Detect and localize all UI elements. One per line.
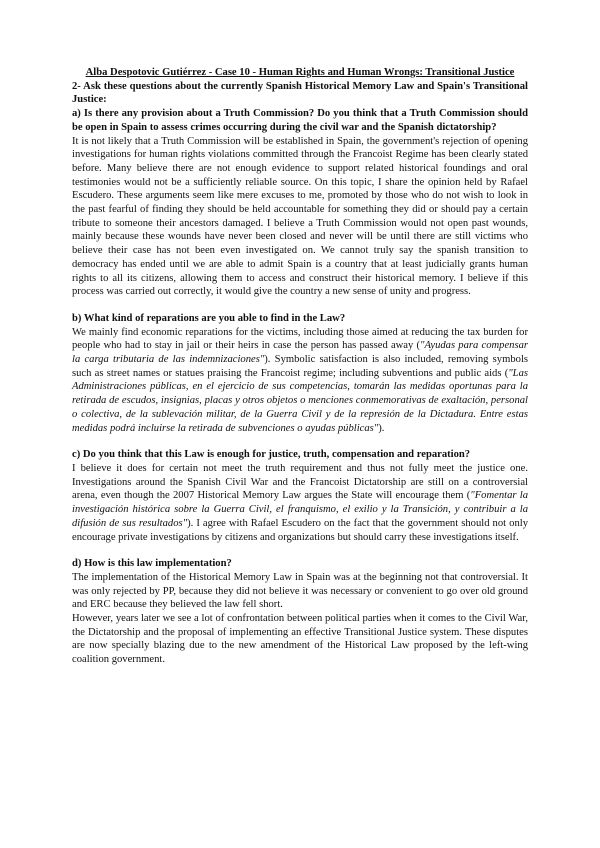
answer-b bbox=[72, 326, 528, 436]
answer-d-paragraph-2: However, years later we see a lot of confrontation between political parties when it comes to the Civil War, the Dictatorship and the proposal of implementing an effective Transitional Justice system. These disputes are now specially blazing due to the new amendment of the Historical Law proposed by the left-wing coalition government. bbox=[72, 613, 528, 666]
answer-c-quote-1: "Fomentar la investigación histórica sobre la Guerra Civil, el franquismo, el exilio y la Transición, y contribuir a la difusión de sus resultados" bbox=[72, 490, 529, 529]
answer-c-text-1: I believe it does for certain not meet the truth requirement and thus not fully meet the justice one. Investigations around the Spanish Civil War and the Francoist Dictatorship are still on a controversial arena, even though the 2007 Historical Memory Law argues the State will encourage them ( bbox=[72, 462, 528, 502]
question-a: a) Is there any provision about a Truth Commission? Do you think that a Truth Commission should be open in Spain to assess crimes occurring during the civil war and the Spanish dictatorship? bbox=[72, 108, 528, 133]
document-page bbox=[72, 66, 528, 667]
question-d: d) How is this law implementation? bbox=[72, 558, 232, 570]
answer-b-text-1: We mainly find economic reparations for the victims, including those aimed at reducing the tax burden for people who had to stay in jail or their heirs in case the person has passed away ( bbox=[72, 326, 528, 352]
answer-b-text-2: ). Symbolic satisfaction is also included, removing symbols such as street names or statues praising the Francoist regime; including subventions and public aids ( bbox=[72, 354, 529, 379]
answer-d-paragraph-1: The implementation of the Historical Memory Law in Spain was at the beginning not that controversial. It was only rejected by PP, because they did not believe it was necessary or convenient to go over old ground and ERC because they believed the law fell short. bbox=[72, 571, 528, 611]
question-b: b) What kind of reparations are you able to find in the Law? bbox=[72, 312, 346, 324]
question-c: c) Do you think that this Law is enough for justice, truth, compensation and reparation? bbox=[72, 449, 471, 461]
answer-b-quote-1: "Ayudas para compensar la carga tributaria de las indemnizaciones" bbox=[72, 340, 528, 366]
answer-c-text-2: ). I agree with Rafael Escudero on the fact that the government should not only encourage private investigations by citizens and organizations but should carry these investigations itself. bbox=[72, 517, 528, 543]
answer-a: It is not likely that a Truth Commission will be established in Spain, the government's rejection of opening investigations for human rights violations committed through the Francoist Regime has been clearly stated before. Many believe there are not enough evidence to support related historical foundings and oral testimonies would not be a sufficiently reliable source. On this topic, I share the opinion held by Rafael Escudero. These arguments seem like mere excuses to me, promoted by those who do not wish to look in the past fearful of finding they should be held accountable for something they did or should pay a certain tribute to someone their ancestors damaged. I believe a Truth Commission would not open past wounds, mainly because these wounds have never been closed and never will be until there are still victims who believe their case has not been even investigated on. We cannot truly say the spanish transition to democracy has ended until we are able to admit Spain is a country that at least judicially grants human rights to all its citizens, allowing them to access and construct their historical memory. I believe if this process was carried out correctly, it would give the country a new sense of unity and progress. bbox=[72, 135, 528, 298]
document-title: Alba Despotovic Gutiérrez - Case 10 - Human Rights and Human Wrongs: Transitional Justice bbox=[85, 67, 515, 78]
answer-b-quote-2: "Las Administraciones públicas, en el ejercicio de sus competencias, tomarán las medidas oportunas para la retirada de escudos, insignias, placas y otros objetos o menciones conmemorativas de exaltación, personal o colectiva, de la sublevación militar, de la Guerra Civil y de la represión de la Dictadura. Entre estas medidas podrá incluirse la retirada de subvenciones o ayudas públicas" bbox=[72, 367, 528, 434]
answer-c bbox=[72, 462, 528, 544]
assignment-heading: 2- Ask these questions about the currently Spanish Historical Memory Law and Spain's Transitional Justice: bbox=[72, 80, 528, 106]
answer-b-text-3: ). bbox=[378, 422, 385, 434]
